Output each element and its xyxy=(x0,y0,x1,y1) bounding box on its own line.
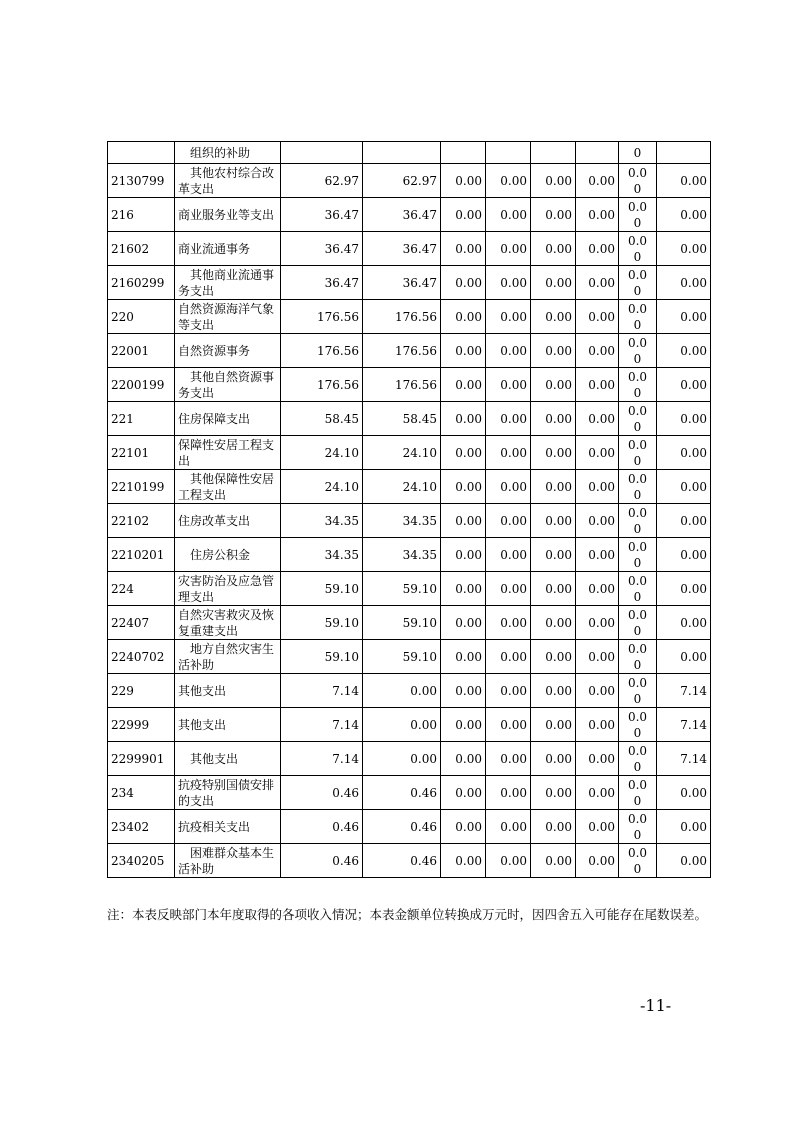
cell-value: 0.00 xyxy=(657,334,711,368)
cell-value: 0.00 xyxy=(531,742,576,776)
cell-name: 其他农村综合改革支出 xyxy=(175,164,281,198)
cell-name: 其他支出 xyxy=(175,742,281,776)
cell-value: 36.47 xyxy=(363,232,441,266)
cell-value: 0.00 xyxy=(486,742,531,776)
table-row xyxy=(108,266,711,300)
cell-value: 0.00 xyxy=(531,266,576,300)
cell-value: 0.00 xyxy=(576,504,619,538)
cell-code: 23402 xyxy=(108,810,175,844)
cell-code: 22101 xyxy=(108,436,175,470)
cell-value: 7.14 xyxy=(281,708,363,742)
cell-name: 商业流通事务 xyxy=(175,232,281,266)
cell-value: 59.10 xyxy=(363,640,441,674)
cell-narrow: 0.0 0 xyxy=(619,470,657,504)
table-row-continued xyxy=(108,142,711,164)
cell-value: 0.00 xyxy=(486,776,531,810)
cell-value: 0.00 xyxy=(576,232,619,266)
cell-value: 176.56 xyxy=(281,368,363,402)
cell-value: 0.00 xyxy=(441,334,486,368)
table-row xyxy=(108,606,711,640)
cell-value xyxy=(441,142,486,164)
cell-value: 0.00 xyxy=(576,368,619,402)
cell-name: 住房公积金 xyxy=(175,538,281,572)
cell-value: 36.47 xyxy=(281,266,363,300)
cell-value: 36.47 xyxy=(281,232,363,266)
cell-value: 0.00 xyxy=(486,198,531,232)
cell-value: 7.14 xyxy=(281,674,363,708)
cell-value: 0.00 xyxy=(486,300,531,334)
cell-narrow: 0.0 0 xyxy=(619,504,657,538)
cell-value: 36.47 xyxy=(363,198,441,232)
cell-value: 0.00 xyxy=(531,334,576,368)
cell-name: 其他商业流通事务支出 xyxy=(175,266,281,300)
cell-value: 0.00 xyxy=(486,538,531,572)
table-row xyxy=(108,334,711,368)
cell-value: 36.47 xyxy=(363,266,441,300)
cell-value: 34.35 xyxy=(281,504,363,538)
table-row xyxy=(108,674,711,708)
cell-value: 0.00 xyxy=(657,164,711,198)
cell-name: 组织的补助 xyxy=(175,142,281,164)
cell-narrow: 0.0 0 xyxy=(619,640,657,674)
cell-name: 其他支出 xyxy=(175,708,281,742)
cell-value: 0.00 xyxy=(441,436,486,470)
cell-value: 0.00 xyxy=(441,708,486,742)
cell-value: 176.56 xyxy=(363,334,441,368)
cell-narrow: 0.0 0 xyxy=(619,368,657,402)
cell-value: 0.00 xyxy=(576,300,619,334)
cell-value: 0.46 xyxy=(363,844,441,878)
cell-value: 0.00 xyxy=(657,572,711,606)
cell-value: 0.00 xyxy=(441,198,486,232)
cell-narrow: 0.0 0 xyxy=(619,674,657,708)
cell-value: 0.00 xyxy=(531,640,576,674)
cell-value: 0.00 xyxy=(531,402,576,436)
cell-name: 灾害防治及应急管理支出 xyxy=(175,572,281,606)
cell-code: 220 xyxy=(108,300,175,334)
cell-value: 0.00 xyxy=(576,538,619,572)
cell-value: 0.00 xyxy=(441,504,486,538)
cell-value: 176.56 xyxy=(363,300,441,334)
cell-value: 176.56 xyxy=(363,368,441,402)
cell-name: 抗疫相关支出 xyxy=(175,810,281,844)
cell-value: 62.97 xyxy=(281,164,363,198)
cell-narrow: 0.0 0 xyxy=(619,198,657,232)
cell-value: 0.46 xyxy=(281,844,363,878)
table-row xyxy=(108,300,711,334)
cell-code: 22102 xyxy=(108,504,175,538)
cell-value: 59.10 xyxy=(281,640,363,674)
cell-narrow: 0.0 0 xyxy=(619,402,657,436)
cell-value: 34.35 xyxy=(363,538,441,572)
cell-value: 0.00 xyxy=(576,266,619,300)
cell-value: 7.14 xyxy=(657,742,711,776)
cell-narrow: 0.0 0 xyxy=(619,776,657,810)
cell-value: 0.00 xyxy=(531,708,576,742)
cell-value: 0.00 xyxy=(441,232,486,266)
cell-value: 0.46 xyxy=(363,810,441,844)
table-row xyxy=(108,198,711,232)
cell-value: 0.00 xyxy=(576,844,619,878)
cell-value: 0.00 xyxy=(657,198,711,232)
cell-value: 0.46 xyxy=(281,810,363,844)
cell-narrow: 0.0 0 xyxy=(619,606,657,640)
cell-value: 0.00 xyxy=(657,470,711,504)
cell-value: 0.00 xyxy=(486,844,531,878)
cell-value: 0.00 xyxy=(531,232,576,266)
cell-value: 0.00 xyxy=(657,844,711,878)
page-number: -11- xyxy=(640,996,672,1015)
cell-code: 234 xyxy=(108,776,175,810)
cell-value: 0.00 xyxy=(657,776,711,810)
cell-value: 0.00 xyxy=(657,504,711,538)
cell-value xyxy=(281,142,363,164)
cell-name: 住房保障支出 xyxy=(175,402,281,436)
cell-value: 176.56 xyxy=(281,300,363,334)
cell-value: 0.00 xyxy=(531,368,576,402)
cell-value: 0.00 xyxy=(531,810,576,844)
cell-code: 221 xyxy=(108,402,175,436)
cell-value: 0.00 xyxy=(657,810,711,844)
table-row xyxy=(108,538,711,572)
cell-narrow: 0.0 0 xyxy=(619,844,657,878)
cell-narrow: 0.0 0 xyxy=(619,334,657,368)
cell-code: 22001 xyxy=(108,334,175,368)
cell-narrow: 0.0 0 xyxy=(619,538,657,572)
table-row xyxy=(108,368,711,402)
cell-value: 0.00 xyxy=(576,810,619,844)
cell-narrow: 0.0 0 xyxy=(619,742,657,776)
cell-name: 困难群众基本生活补助 xyxy=(175,844,281,878)
table-row xyxy=(108,844,711,878)
cell-value: 36.47 xyxy=(281,198,363,232)
cell-value: 0.00 xyxy=(576,674,619,708)
cell-value: 0.00 xyxy=(486,402,531,436)
cell-value: 0.00 xyxy=(657,436,711,470)
cell-narrow: 0.0 0 xyxy=(619,300,657,334)
cell-name: 保障性安居工程支出 xyxy=(175,436,281,470)
cell-value: 34.35 xyxy=(363,504,441,538)
budget-table xyxy=(107,141,711,878)
cell-value: 0.00 xyxy=(576,572,619,606)
cell-value: 0.00 xyxy=(486,606,531,640)
cell-value: 0.00 xyxy=(657,402,711,436)
cell-narrow: 0.0 0 xyxy=(619,164,657,198)
cell-value: 0.00 xyxy=(486,810,531,844)
cell-value: 176.56 xyxy=(281,334,363,368)
cell-value: 0.00 xyxy=(576,776,619,810)
cell-value: 0.00 xyxy=(576,402,619,436)
table-row xyxy=(108,640,711,674)
cell-value: 0.00 xyxy=(531,606,576,640)
cell-value: 0.00 xyxy=(486,334,531,368)
cell-value: 0.00 xyxy=(657,300,711,334)
cell-name: 抗疫特别国债安排的支出 xyxy=(175,776,281,810)
cell-value: 0.00 xyxy=(486,572,531,606)
cell-value: 0.00 xyxy=(657,232,711,266)
cell-value: 0.00 xyxy=(486,436,531,470)
cell-value: 0.00 xyxy=(441,402,486,436)
cell-value: 59.10 xyxy=(363,572,441,606)
cell-value: 24.10 xyxy=(281,436,363,470)
cell-value: 0.00 xyxy=(576,640,619,674)
cell-value: 0.00 xyxy=(363,674,441,708)
cell-name: 自然资源事务 xyxy=(175,334,281,368)
cell-value: 0.00 xyxy=(531,198,576,232)
cell-value: 0.00 xyxy=(363,742,441,776)
cell-value: 0.46 xyxy=(281,776,363,810)
cell-value: 0.00 xyxy=(531,776,576,810)
cell-value: 0.00 xyxy=(486,232,531,266)
cell-code: 2299901 xyxy=(108,742,175,776)
cell-value: 24.10 xyxy=(363,436,441,470)
cell-name: 其他支出 xyxy=(175,674,281,708)
cell-value: 0.00 xyxy=(441,368,486,402)
cell-narrow: 0.0 0 xyxy=(619,810,657,844)
cell-value: 0.00 xyxy=(486,640,531,674)
table-row xyxy=(108,504,711,538)
cell-code xyxy=(108,142,175,164)
table-row xyxy=(108,810,711,844)
cell-value: 0.00 xyxy=(441,164,486,198)
cell-name: 商业服务业等支出 xyxy=(175,198,281,232)
cell-value: 0.00 xyxy=(657,368,711,402)
cell-name: 住房改革支出 xyxy=(175,504,281,538)
cell-value: 0.00 xyxy=(531,572,576,606)
cell-code: 2340205 xyxy=(108,844,175,878)
cell-value: 24.10 xyxy=(281,470,363,504)
cell-code: 22407 xyxy=(108,606,175,640)
cell-value: 0.00 xyxy=(531,538,576,572)
cell-name: 其他保障性安居工程支出 xyxy=(175,470,281,504)
cell-value: 59.10 xyxy=(363,606,441,640)
cell-value xyxy=(486,142,531,164)
cell-value: 0.00 xyxy=(531,300,576,334)
cell-name: 自然灾害救灾及恢复重建支出 xyxy=(175,606,281,640)
cell-value xyxy=(363,142,441,164)
cell-value: 59.10 xyxy=(281,606,363,640)
cell-value: 0.00 xyxy=(576,198,619,232)
cell-value: 0.00 xyxy=(363,708,441,742)
cell-value: 0.00 xyxy=(531,436,576,470)
cell-code: 229 xyxy=(108,674,175,708)
cell-value: 0.00 xyxy=(441,742,486,776)
table-row xyxy=(108,164,711,198)
cell-code: 224 xyxy=(108,572,175,606)
cell-value: 0.00 xyxy=(576,436,619,470)
cell-value: 0.00 xyxy=(441,538,486,572)
cell-value: 0.00 xyxy=(657,266,711,300)
table-row xyxy=(108,436,711,470)
cell-value: 62.97 xyxy=(363,164,441,198)
table-row xyxy=(108,742,711,776)
cell-code: 216 xyxy=(108,198,175,232)
cell-value: 0.00 xyxy=(441,640,486,674)
cell-value: 7.14 xyxy=(657,708,711,742)
cell-value: 0.00 xyxy=(531,164,576,198)
cell-code: 2160299 xyxy=(108,266,175,300)
cell-value: 0.00 xyxy=(441,266,486,300)
cell-name: 自然资源海洋气象等支出 xyxy=(175,300,281,334)
cell-value: 0.00 xyxy=(657,640,711,674)
cell-name: 地方自然灾害生活补助 xyxy=(175,640,281,674)
cell-value: 0.00 xyxy=(657,606,711,640)
cell-value: 0.00 xyxy=(486,266,531,300)
cell-value: 0.00 xyxy=(531,844,576,878)
cell-narrow: 0.0 0 xyxy=(619,232,657,266)
cell-value: 0.00 xyxy=(576,334,619,368)
table-row xyxy=(108,708,711,742)
cell-narrow: 0 xyxy=(619,142,657,164)
cell-value: 0.00 xyxy=(441,606,486,640)
cell-code: 21602 xyxy=(108,232,175,266)
cell-value: 0.00 xyxy=(441,844,486,878)
cell-value xyxy=(657,142,711,164)
cell-value: 0.00 xyxy=(441,300,486,334)
cell-value: 0.00 xyxy=(657,538,711,572)
cell-value: 59.10 xyxy=(281,572,363,606)
cell-code: 22999 xyxy=(108,708,175,742)
cell-value: 7.14 xyxy=(281,742,363,776)
cell-value: 0.00 xyxy=(576,606,619,640)
cell-narrow: 0.0 0 xyxy=(619,266,657,300)
cell-code: 2200199 xyxy=(108,368,175,402)
table-row xyxy=(108,402,711,436)
cell-value: 58.45 xyxy=(363,402,441,436)
cell-value: 0.00 xyxy=(576,470,619,504)
cell-value: 0.00 xyxy=(441,470,486,504)
cell-value: 34.35 xyxy=(281,538,363,572)
table-body xyxy=(108,142,711,878)
cell-value: 0.00 xyxy=(486,504,531,538)
cell-narrow: 0.0 0 xyxy=(619,572,657,606)
cell-code: 2210199 xyxy=(108,470,175,504)
cell-value: 0.00 xyxy=(486,674,531,708)
cell-value xyxy=(576,142,619,164)
cell-value: 0.00 xyxy=(531,674,576,708)
cell-value: 0.00 xyxy=(441,776,486,810)
cell-code: 2130799 xyxy=(108,164,175,198)
table-row xyxy=(108,232,711,266)
cell-value: 0.00 xyxy=(576,708,619,742)
cell-value: 0.46 xyxy=(363,776,441,810)
cell-value: 0.00 xyxy=(576,742,619,776)
cell-narrow: 0.0 0 xyxy=(619,708,657,742)
cell-value: 0.00 xyxy=(441,572,486,606)
table-row xyxy=(108,572,711,606)
cell-value: 0.00 xyxy=(441,674,486,708)
cell-narrow: 0.0 0 xyxy=(619,436,657,470)
cell-code: 2240702 xyxy=(108,640,175,674)
cell-value: 0.00 xyxy=(486,368,531,402)
table-row xyxy=(108,776,711,810)
cell-name: 其他自然资源事务支出 xyxy=(175,368,281,402)
table-note: 注：本表反映部门本年度取得的各项收入情况；本表金额单位转换成万元时，因四舍五入可能存在尾数误差。 xyxy=(107,907,708,922)
cell-value: 24.10 xyxy=(363,470,441,504)
cell-value: 0.00 xyxy=(441,810,486,844)
cell-value: 0.00 xyxy=(531,470,576,504)
cell-value: 7.14 xyxy=(657,674,711,708)
cell-value: 58.45 xyxy=(281,402,363,436)
cell-code: 2210201 xyxy=(108,538,175,572)
cell-value: 0.00 xyxy=(531,504,576,538)
cell-value: 0.00 xyxy=(486,708,531,742)
cell-value: 0.00 xyxy=(576,164,619,198)
table-row xyxy=(108,470,711,504)
cell-value: 0.00 xyxy=(486,470,531,504)
cell-value xyxy=(531,142,576,164)
cell-value: 0.00 xyxy=(486,164,531,198)
